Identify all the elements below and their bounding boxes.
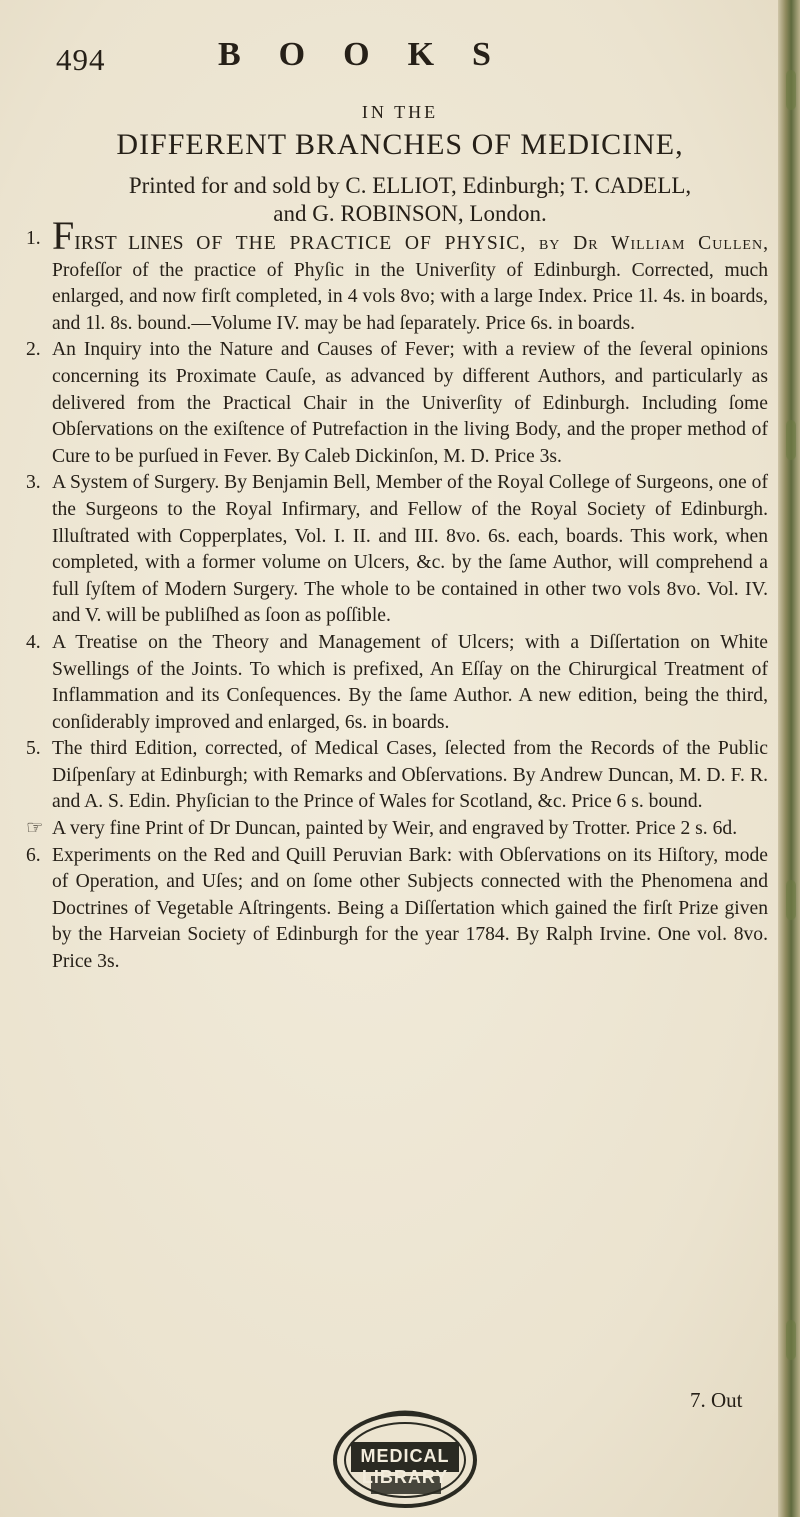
- imprint-line: and G. ROBINSON, London.: [273, 201, 547, 226]
- library-stamp: [331, 1408, 479, 1508]
- heading-subtitle: IN THE: [361, 102, 439, 122]
- imprint-line: Printed for and sold by C. ELLIOT, Edinburgh; T. CADELL,: [128, 173, 692, 198]
- entry-text: A System of Surgery. By Benjamin Bell, Member of the Royal College of Surgeons, one of the Surgeons to the Royal Infirmary, and Fellow of the Royal Society of Edinburgh. Illuſtrated with Copperplates, Vol. I. II. and III. 8vo. 6s. each, boards. This work, when completed, with a former volume on Ulcers, &c. by the ſame Author, will comprehend a full ſyſtem of Modern Surgery. The whole to be contained in other two vols 8vo. Vol. IV. and V. will be publiſhed as ſoon as poſſible.: [52, 472, 768, 627]
- list-item: [26, 470, 768, 630]
- entry-title-cont: OF THE PRACTICE OF PHYSIC, by Dr: [183, 233, 611, 254]
- running-header: [40, 36, 780, 96]
- entry-text: The third Edition, corrected, of Medical Cases, ſelected from the Records of the Public Diſpenſary at Edinburgh; with Remarks and Obſervations. By Andrew Duncan, M. D. F. R. and A. S. Edin. Phyſician to the Prince of Wales for Scotland, &c. Price 6 s. bound.: [52, 738, 768, 813]
- entry-author: William Cullen: [610, 233, 764, 254]
- entry-text: A very fine Print of Dr Duncan, painted by Weir, and engraved by Trotter. Price 2 s. 6d.: [52, 818, 738, 840]
- entry-number: 5.: [26, 738, 41, 760]
- gutter-stain: [786, 420, 796, 460]
- section-title: DIFFERENT BRANCHES OF MEDICINE,: [116, 128, 684, 161]
- entry-number: 4.: [26, 631, 41, 653]
- gutter-stain: [786, 880, 796, 920]
- entry-description: , Profeſſor of the practice of Phyſic in the Univerſity of Edinburgh. Corrected, much enlarged, and now firſt completed, in 4 vols 8vo; with a large Index. Price 1l. 4s. in boards, and 1l. 8s. bound.—Volume IV. may be had ſeparately. Price 6s. in boards.: [52, 233, 768, 334]
- entry-text: A Treatise on the Theory and Management of Ulcers; with a Diſſertation on White Swellings of the Joints. To which is prefixed, An Eſſay on the Chirurgical Treatment of Inflammation and its Conſequences. By the ſame Author. A new edition, being the third, conſiderably improved and enlarged, 6s. in boards.: [52, 631, 768, 733]
- entry-number: 3.: [26, 472, 41, 494]
- pointing-hand-icon: ☞: [26, 818, 44, 840]
- entry-text: Experiments on the Red and Quill Peruvian Bark: with Obſervations on its Hiſtory, mode of Operation, and Uſes; and on ſome other Subjects connected with the Phenomena and Doctrines of Vegetable Aſtringents. Being a Diſſertation which gained the firſt Prize given by the Harveian Society of Edinburgh for the year 1784. By Ralph Irvine. One vol. 8vo. Price 3s.: [52, 844, 768, 973]
- entry-title: IRST LINES: [74, 233, 184, 254]
- imprint: [40, 172, 780, 228]
- list-item: [26, 630, 768, 736]
- entry-number: 6.: [26, 844, 41, 866]
- stamp-text: MEDICAL LIBRARY: [360, 1446, 450, 1487]
- list-item-note: [26, 816, 768, 843]
- list-item: [26, 337, 768, 470]
- binding-gutter: [778, 0, 800, 1517]
- list-item: [26, 736, 768, 816]
- entry-number: 1.: [26, 228, 41, 249]
- page-number: 494: [56, 42, 106, 77]
- entry-number: 2.: [26, 339, 41, 361]
- entry-text: An Inquiry into the Nature and Causes of Fever; with a review of the ſeveral opinions concerning its Proximate Cauſe, as advanced by different Authors, and particularly as delivered from the Practical Chair in the Univerſity of Edinburgh. Including ſome Obſervations on the exiſtence of Putrefaction in the living Body, and the proper method of Cure to be purſued in Fever. By Caleb Dickinſon, M. D. Price 3s.: [52, 339, 768, 467]
- drop-cap: F: [52, 213, 75, 258]
- gutter-stain: [786, 1320, 796, 1360]
- list-item: [26, 843, 768, 976]
- running-title: BOOKS: [218, 36, 529, 73]
- catchword: 7. Out: [690, 1388, 743, 1412]
